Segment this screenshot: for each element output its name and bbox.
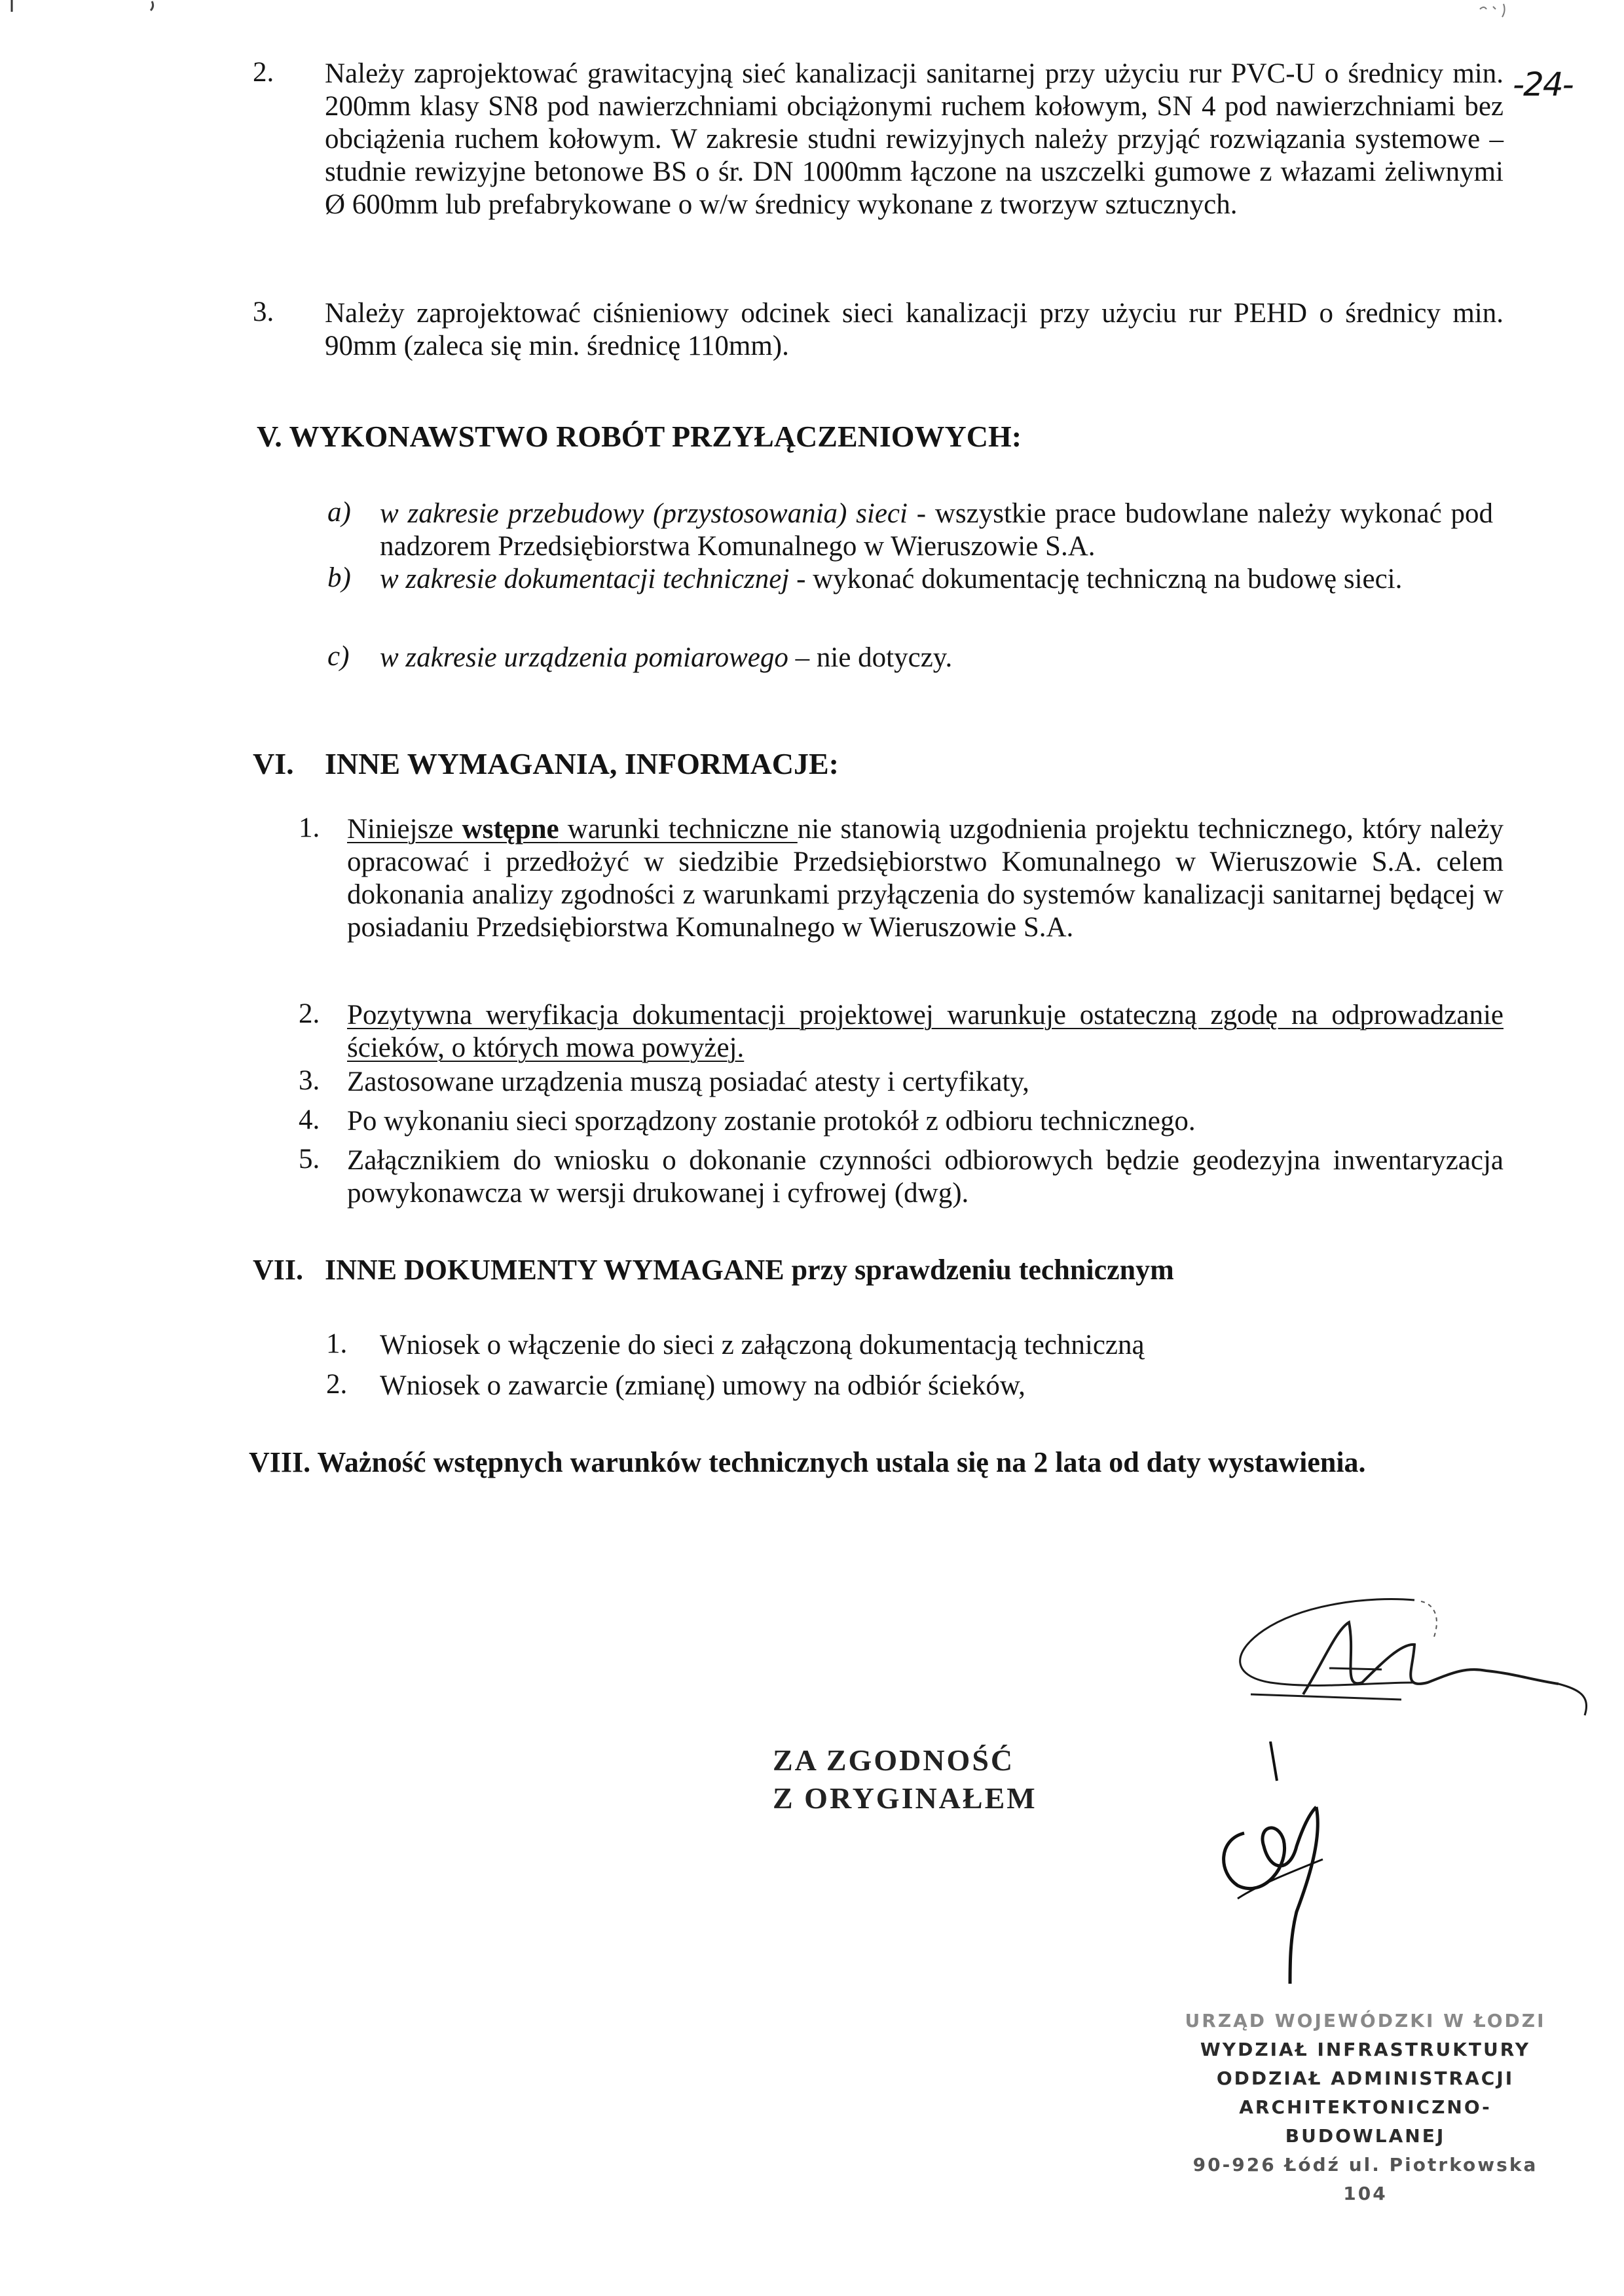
section-v-item-a — [380, 498, 1493, 563]
signature-lower — [1192, 1741, 1349, 1990]
section-v-item-b — [380, 563, 1493, 596]
sewer-gravity-paragraph: Należy zaprojektować grawitacyjną sieć kanalizacji sanitarnej przy użyciu rur PVC-U o średnicy min. 200mm klasy SN8 pod nawierzchniami obciążonymi ruchem kołowym, SN 4 pod nawierzchniami bez obciążenia ruchem kołowym. W zakresie studni rewizyjnych należy przyjąć rozwiązania systemowe – studnie rewizyjne betonowe BS o śr. DN 1000mm łączone na uszczelki gumowe z włazami żeliwnymi Ø 600mm lub prefabrykowane o w/w średnicy wykonane z tworzyw sztucznych. — [325, 58, 1504, 220]
section-v-item-c — [380, 642, 1493, 674]
section-vi-item-2: Pozytywna weryfikacja dokumentacji projektowej warunkuje ostateczną zgodę na odprowadzanie ścieków, o których mowa powyżej. — [347, 1000, 1504, 1063]
office-stamp-line: URZĄD WOJEWÓDZKI W ŁODZI — [1185, 2010, 1546, 2032]
item-number: 4. — [299, 1104, 320, 1135]
section-v-heading: V. WYKONAWSTWO ROBÓT PRZYŁĄCZENIOWYCH: — [257, 420, 1022, 453]
office-stamp — [1169, 2007, 1562, 2208]
office-stamp-line: ODDZIAŁ ADMINISTRACJI — [1216, 2068, 1515, 2089]
item-letter: c) — [327, 641, 350, 672]
scan-edge-marks — [9, 0, 166, 20]
office-stamp-line: ARCHITEKTONICZNO-BUDOWLANEJ — [1239, 2096, 1492, 2147]
item-number: 5. — [299, 1144, 320, 1175]
item-1-text: nie stanowią uzgodnienia projektu technicznego, który należy opracować i przedłożyć w siedzibie Przedsiębiorstwo Komunalnego w Wieruszowie S.A. celem dokonania analizy zgodności z warunkami przyłączenia do systemów kanalizacji sanitarnej będącej w posiadaniu Przedsiębiorstwa Komunalnego w Wieruszowie S.A. — [347, 814, 1504, 943]
section-vi-title: INNE WYMAGANIA, INFORMACJE: — [325, 747, 839, 780]
underlined-bold-text: wstępne — [462, 814, 559, 845]
section-vii-item-1: Wniosek o włączenie do sieci z załączoną dokumentacją techniczną — [380, 1330, 1145, 1360]
section-vii-title: INNE DOKUMENTY WYMAGANE przy sprawdzeniu technicznym — [325, 1254, 1174, 1286]
section-vi-item-1 — [347, 813, 1504, 944]
item-letter: a) — [327, 497, 351, 528]
section-vi-heading — [253, 746, 839, 781]
section-viii-statement: VIII. Ważność wstępnych warunków technicznych ustala się na 2 lata od daty wystawienia. — [249, 1446, 1366, 1478]
section-vi-item-4: Po wykonaniu sieci sporządzony zostanie protokół z odbioru technicznego. — [347, 1106, 1196, 1137]
item-number: 1. — [326, 1328, 348, 1359]
underlined-text: Niniejsze — [347, 814, 462, 845]
office-stamp-line: WYDZIAŁ INFRASTRUKTURY — [1200, 2039, 1531, 2060]
item-a-text: - wszystkie prace budowlane należy wykonać pod nadzorem Przedsiębiorstwa Komunalnego w Wieruszowie S.A. — [380, 498, 1493, 562]
item-number: 2. — [326, 1369, 348, 1400]
scan-corner-marks — [1473, 0, 1526, 26]
item-letter: b) — [327, 562, 351, 593]
item-c-scope: w zakresie urządzenia pomiarowego — [380, 642, 788, 673]
item-number: 1. — [299, 812, 320, 843]
stamp-line: Z ORYGINAŁEM — [773, 1781, 1037, 1815]
office-stamp-line: 90-926 Łódź ul. Piotrkowska 104 — [1192, 2154, 1538, 2204]
section-vii-item-2: Wniosek o zawarcie (zmianę) umowy na odbiór ścieków, — [380, 1370, 1025, 1401]
item-number: 2. — [253, 57, 274, 88]
stamp-line: ZA ZGODNOŚĆ — [773, 1743, 1015, 1777]
signature-upper — [1205, 1584, 1611, 1755]
section-vi-item-3: Zastosowane urządzenia muszą posiadać atesty i certyfikaty, — [347, 1066, 1029, 1097]
item-number: 3. — [299, 1065, 320, 1096]
item-number: 2. — [299, 998, 320, 1029]
item-c-text: – nie dotyczy. — [788, 642, 953, 673]
sewer-pressure-paragraph: Należy zaprojektować ciśnieniowy odcinek sieci kanalizacji przy użyciu rur PEHD o średnicy min. 90mm (zaleca się min. średnicę 110mm). — [325, 298, 1504, 361]
underlined-text: warunki techniczne — [559, 814, 798, 845]
section-vii-number: VII. — [253, 1254, 304, 1286]
page-number: -24- — [1513, 65, 1573, 103]
section-vi-item-5: Załącznikiem do wniosku o dokonanie czynności odbiorowych będzie geodezyjna inwentaryzacja powykonawcza w wersji drukowanej i cyfrowej (dwg). — [347, 1145, 1504, 1209]
item-b-scope: w zakresie dokumentacji technicznej — [380, 564, 790, 594]
section-vii-heading — [253, 1253, 1174, 1286]
section-vi-number: VI. — [253, 747, 294, 780]
item-a-scope: w zakresie przebudowy (przystosowania) sieci — [380, 498, 908, 529]
certified-copy-stamp — [773, 1741, 1037, 1817]
item-number: 3. — [253, 297, 274, 327]
item-b-text: - wykonać dokumentację techniczną na budowę sieci. — [789, 564, 1403, 594]
